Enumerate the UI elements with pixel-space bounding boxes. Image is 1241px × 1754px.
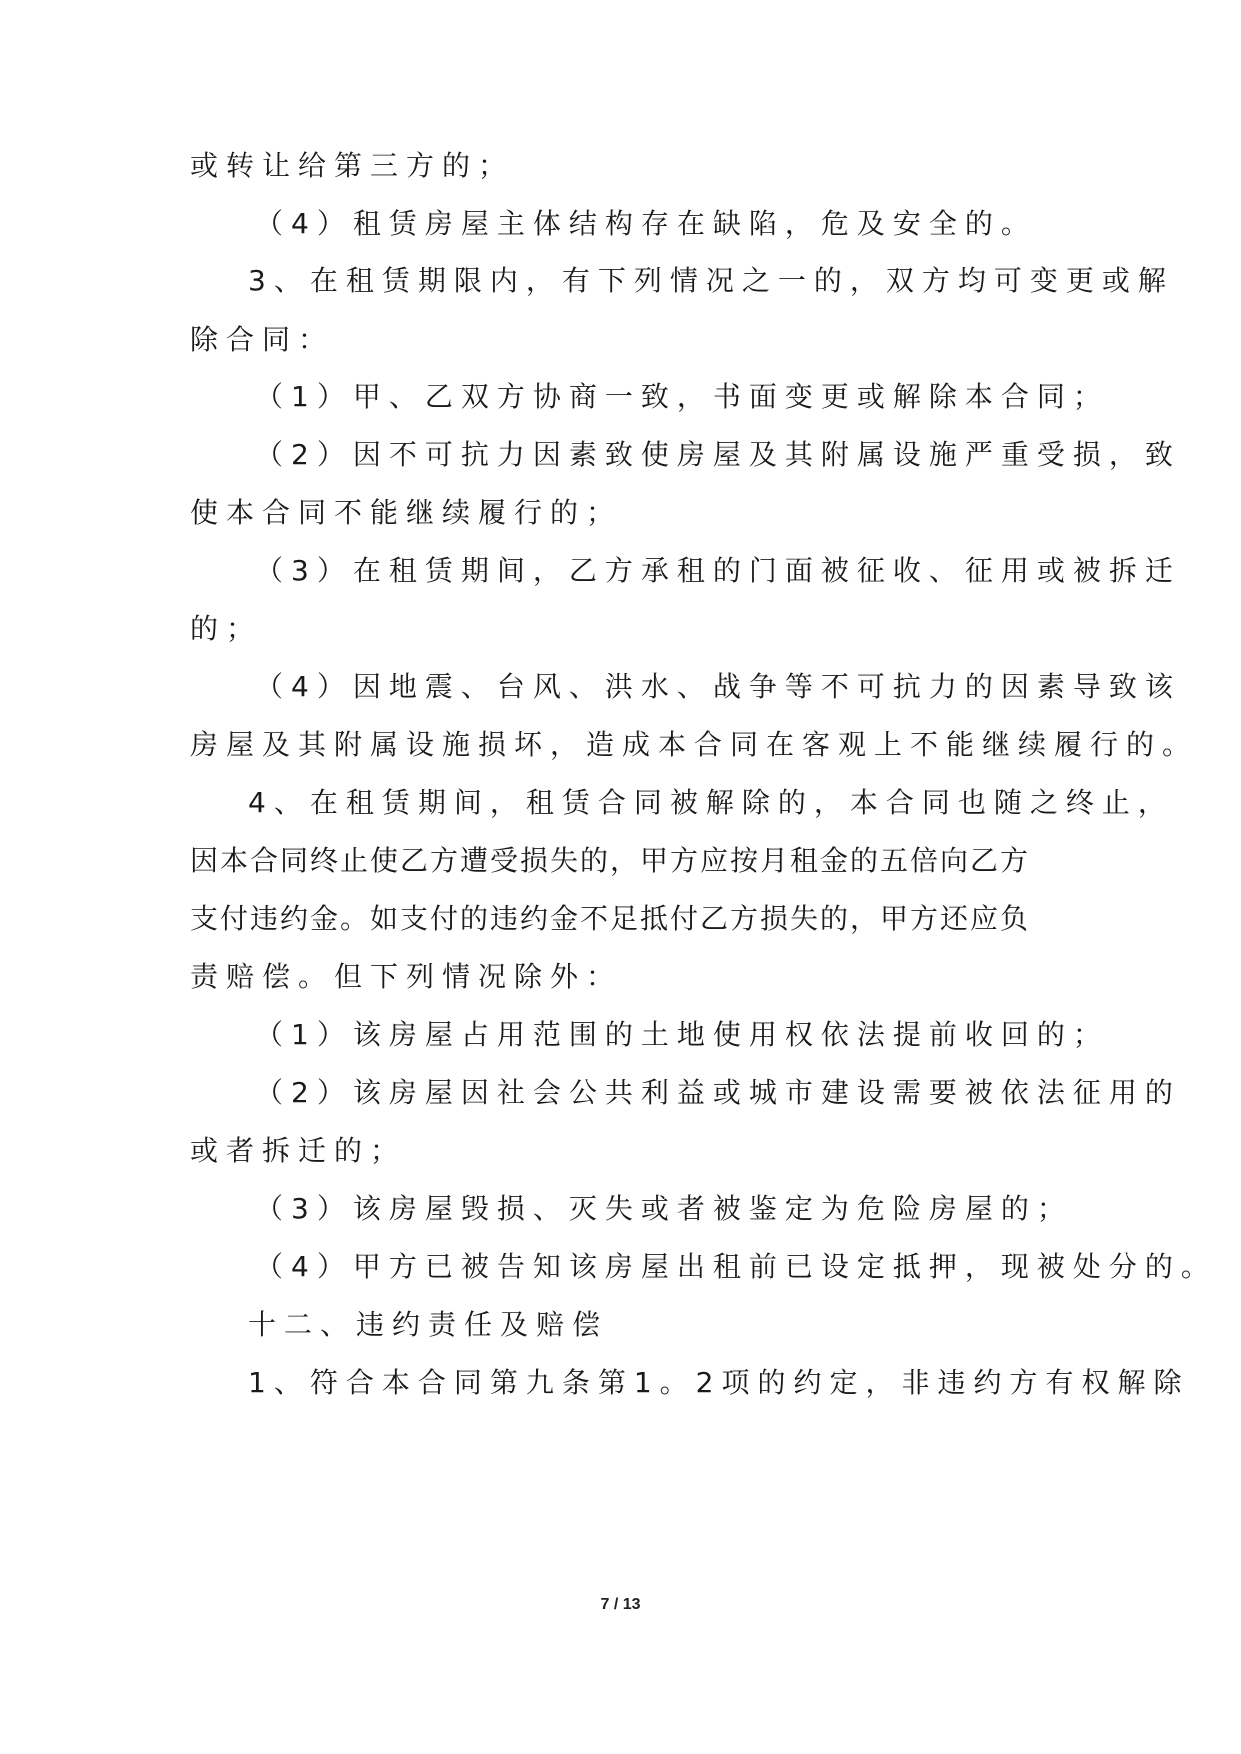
text-line: 因本合同终止使乙方遭受损失的，甲方应按月租金的五倍向乙方	[190, 844, 1031, 877]
text-line: 或者拆迁的；	[190, 1134, 407, 1167]
text-line: （3）在租赁期间，乙方承租的门面被征收、征用或被拆迁	[255, 554, 1181, 587]
text-line: 的；	[190, 612, 263, 645]
text-line: （1）甲、乙双方协商一致，书面变更或解除本合同；	[255, 380, 1109, 413]
page-indicator: 7 / 13	[600, 1596, 641, 1613]
text-line: （2）因不可抗力因素致使房屋及其附属设施严重受损，致	[255, 438, 1181, 471]
text-line: （4）甲方已被告知该房屋出租前已设定抵押，现被处分的。	[255, 1250, 1217, 1283]
text-line: 支付违约金。如支付的违约金不足抵付乙方损失的，甲方还应负	[190, 902, 1031, 935]
section-heading: 十二、违约责任及赔偿	[248, 1308, 609, 1341]
text-line: 责赔偿。但下列情况除外：	[190, 960, 623, 993]
text-line: （2）该房屋因社会公共利益或城市建设需要被依法征用的	[255, 1076, 1181, 1109]
text-line: （1）该房屋占用范围的土地使用权依法提前收回的；	[255, 1018, 1109, 1051]
text-line: （3）该房屋毁损、灭失或者被鉴定为危险房屋的；	[255, 1192, 1073, 1225]
text-line: 使本合同不能继续履行的；	[190, 496, 623, 529]
text-line: 1、符合本合同第九条第1。2项的约定，非违约方有权解除	[248, 1366, 1190, 1399]
text-line: （4）因地震、台风、洪水、战争等不可抗力的因素导致该	[255, 670, 1181, 703]
text-line: 或转让给第三方的；	[190, 149, 515, 182]
text-line: 房屋及其附属设施损坏，造成本合同在客观上不能继续履行的。	[190, 728, 1199, 761]
text-line: 3、在租赁期限内，有下列情况之一的，双方均可变更或解	[248, 264, 1174, 297]
text-line: 除合同：	[190, 323, 335, 356]
text-line: 4、在租赁期间，租赁合同被解除的，本合同也随之终止，	[248, 786, 1174, 819]
text-line: （4）租赁房屋主体结构存在缺陷，危及安全的。	[255, 207, 1037, 240]
